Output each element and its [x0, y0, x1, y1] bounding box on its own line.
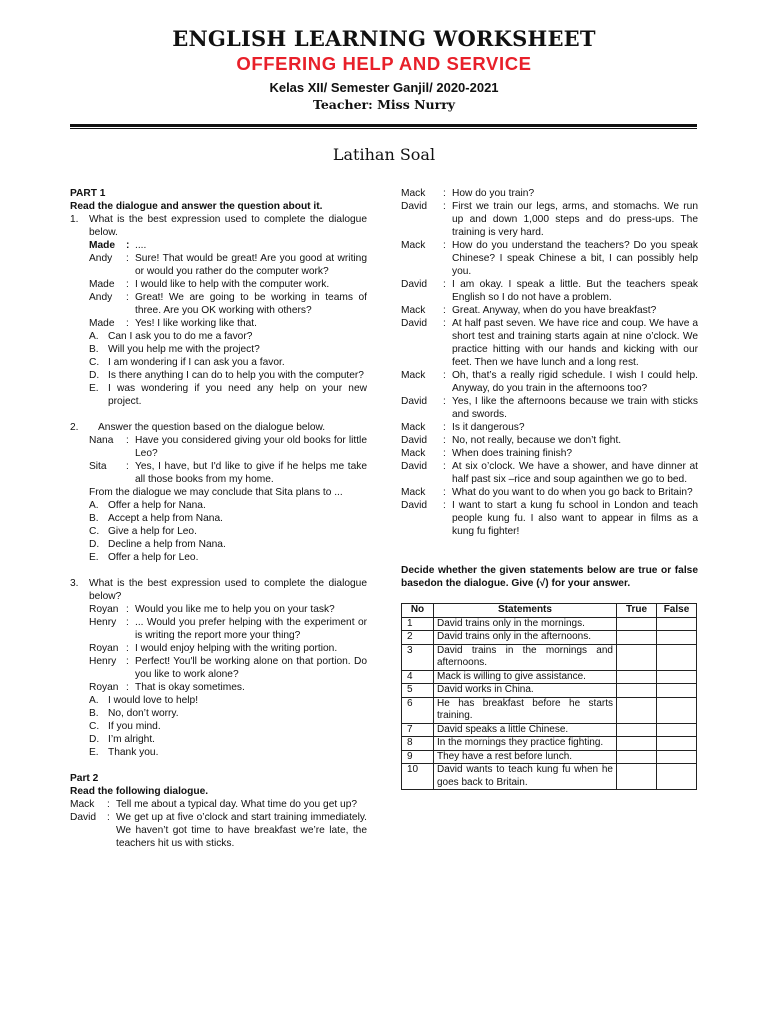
option-b: [89, 707, 367, 720]
colon: :: [126, 656, 129, 667]
utterance: I would like to help with the computer work.: [135, 279, 330, 290]
option-text: Offer a help for Nana.: [108, 500, 206, 511]
table-row: [402, 697, 697, 723]
colon: :: [443, 422, 446, 433]
table-row: [402, 631, 697, 645]
utterance: ... Would you prefer helping with the experiment or is writing the report more your thing?: [135, 617, 367, 641]
table-row: [402, 723, 697, 737]
colon: :: [443, 487, 446, 498]
colon: :: [443, 461, 446, 472]
question-2: [70, 421, 367, 434]
false-cell[interactable]: [657, 750, 697, 764]
utterance: I want to start a kung fu school in London and teach people kung fu. I also want to appear in films as a kung fu fighter!: [452, 500, 698, 537]
task-instruction: Decide whether the given statements below are true or false basedon the dialogue. Give (√) for your answer.: [401, 565, 698, 589]
utterance: Would you like me to help you on your task?: [135, 604, 335, 615]
colon: :: [126, 461, 129, 472]
utterance: Great. Anyway, when do you have breakfast?: [452, 305, 657, 316]
conclusion-text: From the dialogue we may conclude that Sita plans to ...: [89, 487, 343, 498]
part2-instruction: Read the following dialogue.: [70, 786, 209, 797]
row-number: 5: [402, 684, 434, 698]
row-statement: David speaks a little Chinese.: [434, 723, 617, 737]
utterance: At half past seven. We have rice and coup. We have a short test and training starts again at nine o’clock. We practice hitting with our hands and kicking with our feet. Then we have lunch and a long rest.: [452, 318, 698, 368]
dialogue-line: [89, 655, 367, 681]
option-text: Accept a help from Nana.: [108, 513, 223, 524]
colon: :: [443, 370, 446, 381]
dialogue-line: [70, 798, 367, 811]
row-number: 7: [402, 723, 434, 737]
header-rule-thick: [70, 124, 697, 127]
row-number: 2: [402, 631, 434, 645]
header-no: No: [402, 604, 434, 618]
colon: :: [126, 643, 129, 654]
speaker: Mack: [401, 305, 426, 316]
option-c: [89, 356, 367, 369]
question-1: [70, 213, 367, 239]
colon: :: [107, 799, 110, 810]
speaker: Made: [89, 279, 115, 290]
colon: :: [443, 240, 446, 251]
speaker: David: [401, 318, 428, 329]
true-cell[interactable]: [617, 750, 657, 764]
section-title: Latihan Soal: [332, 145, 436, 164]
option-text: Offer a help for Leo.: [108, 552, 199, 563]
speaker: Royan: [89, 643, 119, 654]
row-statement: Mack is willing to give assistance.: [434, 670, 617, 684]
colon: :: [443, 435, 446, 446]
dialogue-line: [89, 681, 367, 694]
dialogue-line: [89, 239, 367, 252]
colon: :: [443, 448, 446, 459]
dialogue-line: [401, 421, 698, 434]
spacer: [401, 538, 698, 551]
speaker: Made: [89, 318, 115, 329]
option-a: [89, 330, 367, 343]
question-number: 3.: [70, 578, 79, 589]
dialogue-line: [89, 252, 367, 278]
option-e: [89, 746, 367, 759]
spacer: [70, 759, 367, 772]
utterance: ....: [135, 240, 147, 251]
question-number: 2.: [70, 422, 79, 433]
speaker: Sita: [89, 461, 107, 472]
option-letter: E.: [89, 552, 99, 563]
utterance: No, not really, because we don’t fight.: [452, 435, 622, 446]
option-c: [89, 720, 367, 733]
utterance: Great! We are going to be working in teams of three. Are you OK working with others?: [135, 292, 367, 316]
utterance: At six o’clock. We have a shower, and have dinner at half past six –rice and soup againthen we go to bed.: [452, 461, 698, 485]
dialogue-line: [401, 395, 698, 421]
spacer: [401, 551, 698, 564]
dialogue-line: [401, 317, 698, 369]
spacer: [70, 408, 367, 421]
dialogue-q2: [89, 434, 367, 564]
speaker: David: [401, 461, 428, 472]
true-cell[interactable]: [617, 684, 657, 698]
option-text: I was wondering if you need any help on your new project.: [108, 383, 367, 407]
option-letter: D.: [89, 734, 100, 745]
colon: :: [126, 682, 129, 693]
row-number: 6: [402, 697, 434, 723]
utterance: When does training finish?: [452, 448, 573, 459]
option-e: [89, 551, 367, 564]
colon: :: [126, 604, 129, 615]
true-cell[interactable]: [617, 631, 657, 645]
speaker: David: [401, 279, 428, 290]
speaker: Andy: [89, 253, 113, 264]
row-statement: In the mornings they practice fighting.: [434, 737, 617, 751]
utterance: How do you train?: [452, 188, 535, 199]
dialogue-q3: [89, 603, 367, 759]
speaker: Made: [89, 240, 116, 251]
false-cell[interactable]: [657, 631, 697, 645]
false-cell[interactable]: [657, 670, 697, 684]
utterance: Perfect! You'll be working alone on that portion. Do you like to work alone?: [135, 656, 367, 680]
table-row: [402, 670, 697, 684]
utterance: Is it dangerous?: [452, 422, 525, 433]
utterance: I would enjoy helping with the writing portion.: [135, 643, 338, 654]
true-cell[interactable]: [617, 670, 657, 684]
option-text: If you mind.: [108, 721, 161, 732]
header-statements: Statements: [434, 604, 617, 618]
option-text: Is there anything I can do to help you with the computer?: [108, 370, 364, 381]
speaker: Andy: [89, 292, 113, 303]
option-letter: C.: [89, 357, 100, 368]
row-statement: David trains only in the afternoons.: [434, 631, 617, 645]
row-number: 8: [402, 737, 434, 751]
utterance: First we train our legs, arms, and stomachs. We run up and down 1,000 steps and do press-ups. The training is very hard.: [452, 201, 698, 238]
colon: :: [443, 279, 446, 290]
option-d: [89, 733, 367, 746]
true-cell[interactable]: [617, 737, 657, 751]
table-row: [402, 737, 697, 751]
row-statement: David trains in the mornings and afternoons.: [434, 644, 617, 670]
option-letter: D.: [89, 370, 100, 381]
option-d: [89, 538, 367, 551]
option-letter: A.: [89, 500, 99, 511]
colon: :: [126, 617, 129, 628]
true-cell[interactable]: [617, 723, 657, 737]
option-text: Will you help me with the project?: [108, 344, 260, 355]
dialogue-line: [401, 447, 698, 460]
option-a: [89, 499, 367, 512]
option-text: Decline a help from Nana.: [108, 539, 226, 550]
utterance: Oh, that’s a really rigid schedule. I wish I could help. Anyway, do you train in the afternoons too?: [452, 370, 698, 394]
speaker: Mack: [70, 799, 95, 810]
colon: :: [443, 500, 446, 511]
dialogue-line: [89, 278, 367, 291]
option-letter: C.: [89, 721, 100, 732]
utterance: Yes! I like working like that.: [135, 318, 257, 329]
row-number: 1: [402, 617, 434, 631]
speaker: Mack: [401, 487, 426, 498]
dialogue-line: [70, 811, 367, 850]
option-text: I’m alright.: [108, 734, 155, 745]
table-row: [402, 617, 697, 631]
colon: :: [443, 318, 446, 329]
false-cell[interactable]: [657, 644, 697, 670]
table-row: [402, 764, 697, 790]
true-cell[interactable]: [617, 697, 657, 723]
speaker: Royan: [89, 682, 119, 693]
option-letter: C.: [89, 526, 100, 537]
dialogue-line: [401, 200, 698, 239]
colon: :: [126, 279, 129, 290]
row-number: 4: [402, 670, 434, 684]
true-cell[interactable]: [617, 617, 657, 631]
header-false: False: [657, 604, 697, 618]
dialogue-line: [401, 304, 698, 317]
option-e: [89, 382, 367, 408]
dialogue-line: [89, 460, 367, 486]
speaker: David: [401, 396, 428, 407]
false-cell[interactable]: [657, 737, 697, 751]
utterance: What do you want to do when you go back to Britain?: [452, 487, 693, 498]
true-cell[interactable]: [617, 764, 657, 790]
dialogue-line: [401, 486, 698, 499]
speaker: Henry: [89, 617, 117, 628]
option-text: I am wondering if I can ask you a favor.: [108, 357, 285, 368]
option-c: [89, 525, 367, 538]
utterance: Tell me about a typical day. What time do you get up?: [116, 799, 358, 810]
utterance: Yes, I like the afternoons because we train with sticks and swords.: [452, 396, 698, 420]
worksheet-subtitle: OFFERING HELP AND SERVICE: [236, 53, 532, 74]
option-text: Can I ask you to do me a favor?: [108, 331, 253, 342]
table-row: [402, 644, 697, 670]
false-cell[interactable]: [657, 617, 697, 631]
part2-heading: Part 2: [70, 773, 99, 784]
dialogue-line: [89, 434, 367, 460]
speaker: Henry: [89, 656, 117, 667]
option-letter: B.: [89, 344, 99, 355]
dialogue-line: [401, 460, 698, 486]
true-cell[interactable]: [617, 644, 657, 670]
class-info: Kelas XII/ Semester Ganjil/ 2020-2021: [269, 80, 499, 95]
option-text: Thank you.: [108, 747, 159, 758]
row-statement: He has breakfast before he starts training.: [434, 697, 617, 723]
spacer: [70, 564, 367, 577]
option-letter: A.: [89, 331, 99, 342]
header-rule-thin: [70, 128, 697, 129]
colon: :: [443, 305, 446, 316]
dialogue-line: [401, 369, 698, 395]
option-b: [89, 343, 367, 356]
dialogue-line: [89, 317, 367, 330]
speaker: Mack: [401, 370, 426, 381]
row-statement: They have a rest before lunch.: [434, 750, 617, 764]
option-letter: D.: [89, 539, 100, 550]
table-row: [402, 750, 697, 764]
option-b: [89, 512, 367, 525]
dialogue-line: [89, 603, 367, 616]
utterance: How do you understand the teachers? Do you speak Chinese? I speak Chinese a bit, I can possibly help you.: [452, 240, 698, 277]
colon: :: [126, 253, 129, 264]
speaker: Royan: [89, 604, 119, 615]
dialogue-line: [401, 278, 698, 304]
question-number: 1.: [70, 214, 79, 225]
teacher-name: Teacher: Miss Nurry: [312, 97, 456, 112]
speaker: Mack: [401, 422, 426, 433]
dialogue-line: [89, 616, 367, 642]
false-cell[interactable]: [657, 684, 697, 698]
dialogue-line: [89, 642, 367, 655]
option-text: No, don’t worry.: [108, 708, 179, 719]
colon: :: [126, 240, 130, 251]
right-column: [401, 187, 698, 790]
option-a: [89, 694, 367, 707]
colon: :: [107, 812, 110, 823]
question-3: [70, 577, 367, 603]
option-letter: B.: [89, 708, 99, 719]
table-row: [402, 684, 697, 698]
row-number: 9: [402, 750, 434, 764]
option-letter: E.: [89, 383, 99, 394]
dialogue-line: [89, 291, 367, 317]
question-text: What is the best expression used to complete the dialogue below?: [89, 578, 367, 602]
option-letter: B.: [89, 513, 99, 524]
row-statement: David wants to teach kung fu when he goes back to Britain.: [434, 764, 617, 790]
dialogue-line: [401, 499, 698, 538]
speaker: David: [401, 201, 428, 212]
utterance: Sure! That would be great! Are you good at writing or would you rather do the computer work?: [135, 253, 367, 277]
option-text: Give a help for Leo.: [108, 526, 197, 537]
question-text: Answer the question based on the dialogue below.: [98, 422, 326, 433]
part1-instruction: Read the dialogue and answer the question about it.: [70, 201, 323, 212]
speaker: Mack: [401, 448, 426, 459]
colon: :: [126, 292, 129, 303]
colon: :: [443, 188, 446, 199]
question-text: What is the best expression used to complete the dialogue below.: [89, 214, 367, 238]
row-number: 3: [402, 644, 434, 670]
part1-heading: PART 1: [70, 188, 106, 199]
speaker: Mack: [401, 188, 426, 199]
speaker: David: [70, 812, 97, 823]
row-statement: David works in China.: [434, 684, 617, 698]
speaker: Mack: [401, 240, 426, 251]
utterance: Have you considered giving your old books for little Leo?: [135, 435, 367, 459]
left-column: [70, 187, 367, 850]
dialogue-q1: [89, 239, 367, 408]
option-text: I would love to help!: [108, 695, 199, 706]
utterance: We get up at five o’clock and start training immediately. We haven’t got time to have breakfast we’re late, the teachers hit us with sticks.: [116, 812, 367, 849]
utterance: That is okay sometimes.: [135, 682, 245, 693]
utterance: I am okay. I speak a little. But the teachers speak English so I do not have a problem.: [452, 279, 698, 303]
colon: :: [443, 396, 446, 407]
row-number: 10: [402, 764, 434, 790]
option-letter: A.: [89, 695, 99, 706]
false-cell[interactable]: [657, 697, 697, 723]
dialogue-line: [401, 434, 698, 447]
worksheet-title: ENGLISH LEARNING WORKSHEET: [172, 26, 596, 51]
table-header-row: [402, 604, 697, 618]
colon: :: [126, 318, 129, 329]
utterance: Yes, I have, but I'd like to give if he helps me take all those books from my home.: [135, 461, 367, 485]
option-d: [89, 369, 367, 382]
false-cell[interactable]: [657, 723, 697, 737]
header-true: True: [617, 604, 657, 618]
false-cell[interactable]: [657, 764, 697, 790]
dialogue-line: [401, 239, 698, 278]
speaker: Nana: [89, 435, 114, 446]
true-false-table: [401, 603, 697, 790]
colon: :: [126, 435, 129, 446]
row-statement: David trains only in the mornings.: [434, 617, 617, 631]
speaker: David: [401, 500, 428, 511]
colon: :: [443, 201, 446, 212]
dialogue-line: [401, 187, 698, 200]
speaker: David: [401, 435, 428, 446]
option-letter: E.: [89, 747, 99, 758]
